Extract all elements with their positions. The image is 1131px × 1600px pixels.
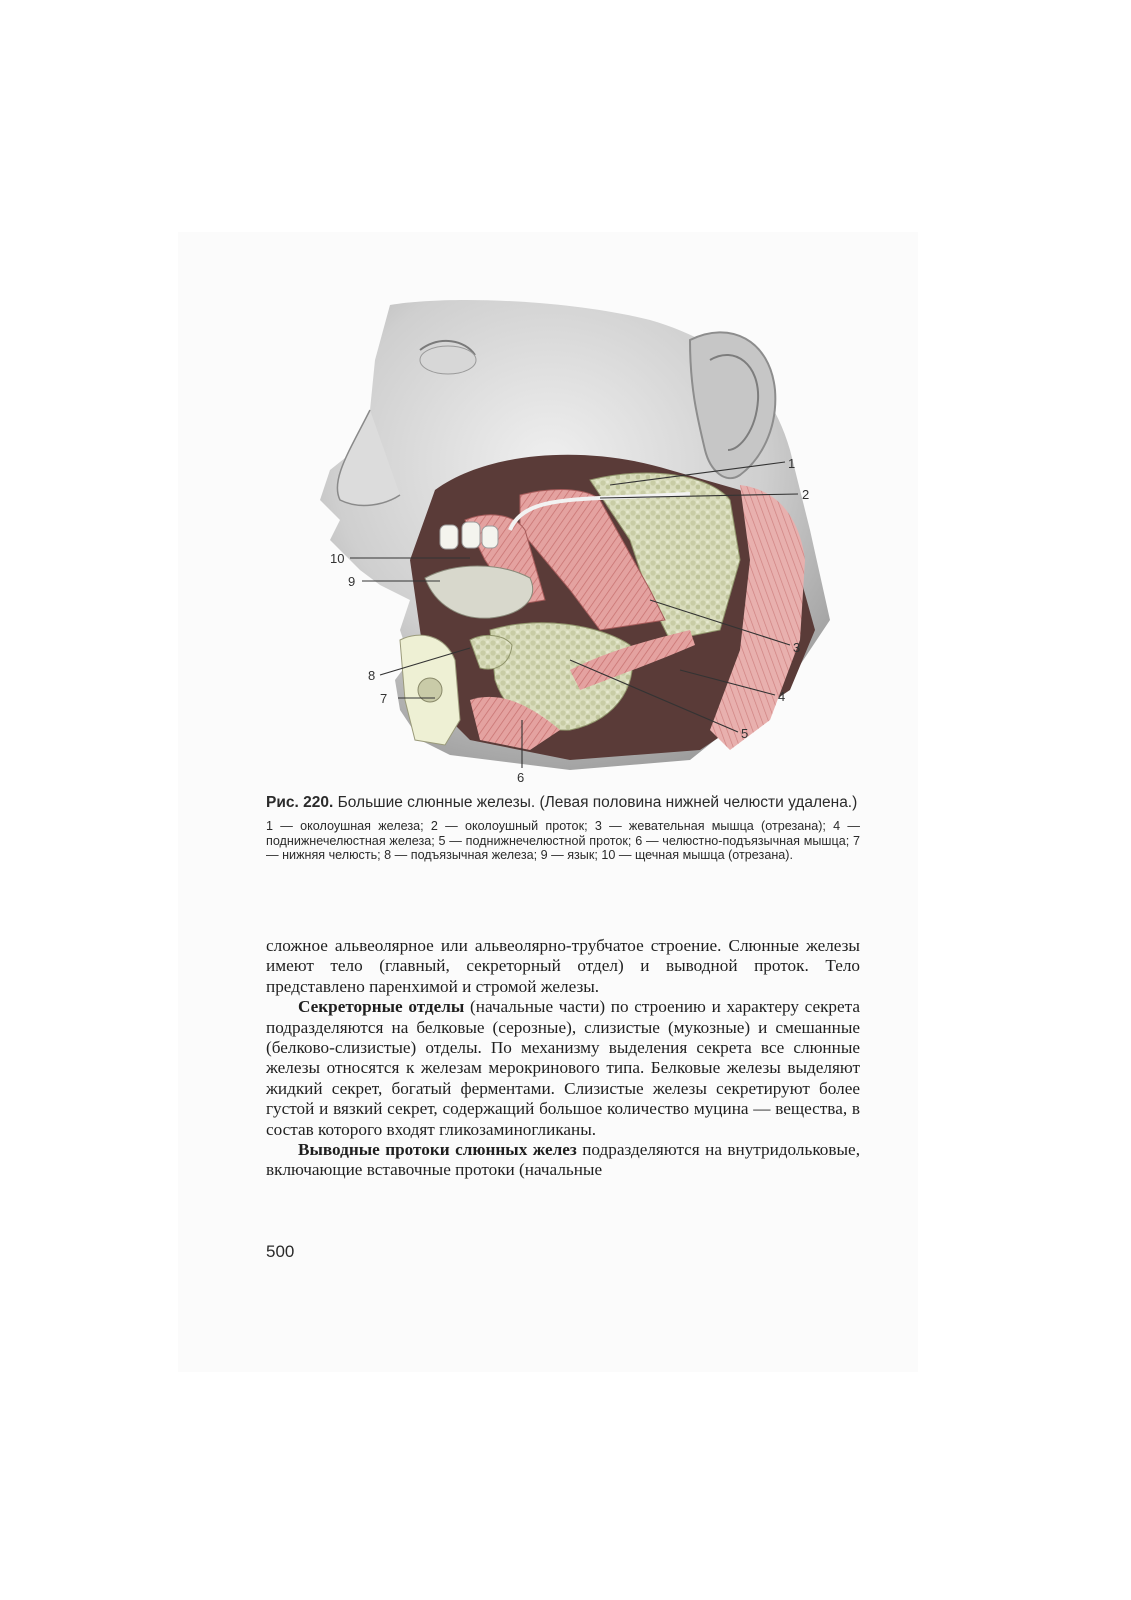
callout-10: 10 [330,551,345,566]
paragraph-3-term: Выводные протоки слюнных желез [298,1140,577,1160]
salivary-glands-illustration [270,300,860,790]
page-number: 500 [266,1242,295,1261]
teeth [440,522,498,549]
callout-8: 8 [368,668,376,683]
caption-legend: 1 — околоушная железа; 2 — околоушный проток; 3 — жевательная мышца (отрезана); 4 — поднижнечелюстная железа; 5 — поднижнечелюстной проток; 6 — челюстно-подъязычная мышца; 7 — нижняя челюсть; 8 — подъязычная железа; 9 — язык; 10 — щечная мышца (отрезана). [266,819,860,863]
caption-label: Рис. 220. [266,794,334,811]
paragraph-2 [266,997,860,1140]
paragraph-3-text: подразделяются на внутридольковые, включающие вставочные протоки (начальные [266,1140,860,1180]
paragraph-2-term: Секреторные отделы [298,997,465,1017]
callout-4: 4 [778,689,786,704]
callout-2: 2 [802,487,810,502]
body-text [266,936,860,1181]
caption-title-text: Большие слюнные железы. (Левая половина нижней челюсти удалена.) [333,794,858,811]
callout-1: 1 [788,456,796,471]
paragraph-1: сложное альвеолярное или альвеолярно-трубчатое строение. Слюнные железы имеют тело (главный, секреторный отдел) и выводной проток. Тело представлено паренхимой и стромой железы. [266,936,860,996]
caption-title [266,793,860,812]
callout-3: 3 [793,640,801,655]
paragraph-2-text: (начальные части) по строению и характеру секрета подразделяются на белковые (серозные), слизистые (мукозные) и смешанные (белково-слизистые) отделы. По механизму выделения секрета все слюнные железы относятся к железам мерокринового типа. Белковые железы выделяют жидкий секрет, богатый ферментами. Слизистые железы секретируют более густой и вязкий секрет, содержащий большое количество муцина — вещества, в состав которого входят гликозаминогликаны. [266,997,860,1139]
figure-caption [266,793,860,863]
callout-6: 6 [517,770,525,785]
callout-5: 5 [741,726,749,741]
callout-9: 9 [348,574,356,589]
anatomy-figure [270,300,860,790]
callout-7: 7 [380,691,388,706]
paragraph-3 [266,1140,860,1181]
